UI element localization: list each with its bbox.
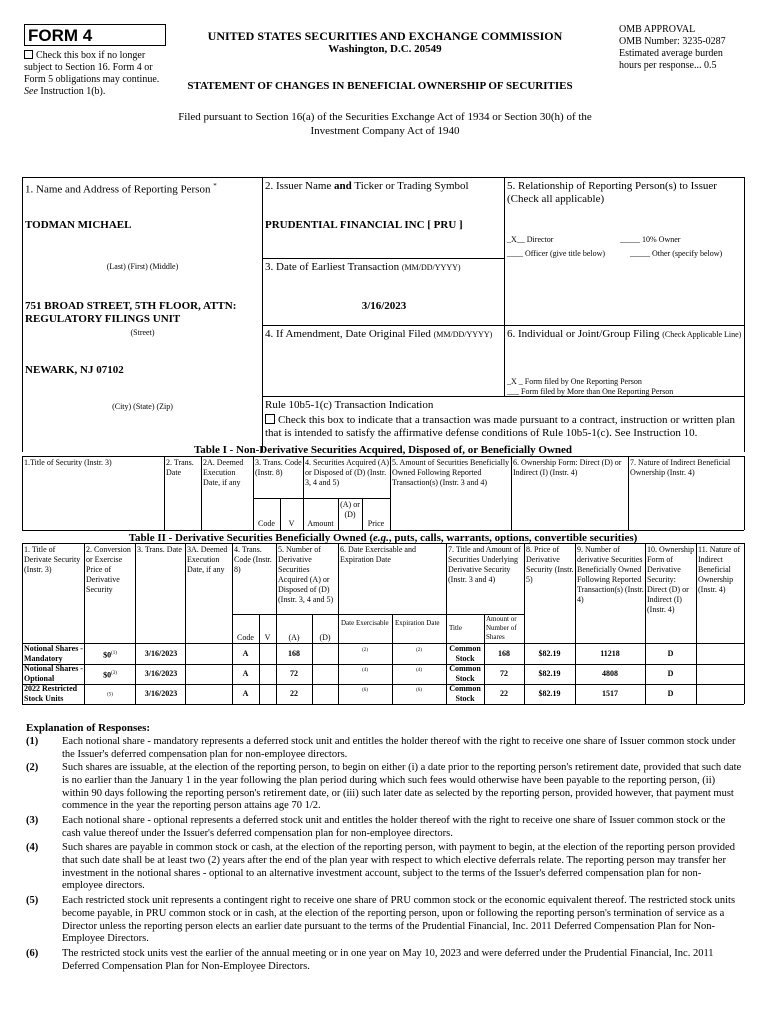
row-shares: 168 <box>498 649 510 658</box>
row-exercisable: (4) <box>362 668 368 673</box>
box5-label: 5. Relationship of Reporting Person(s) to Issuer (Check all applicable) <box>507 180 717 205</box>
table-row <box>0 664 770 684</box>
footnote-number: (1) <box>26 736 39 747</box>
t1-sub-price: Price <box>367 519 385 528</box>
row-expiration: (2) <box>416 648 422 653</box>
t1-col7: 7. Nature of Indirect Beneficial Ownership (Instr. 4) <box>630 458 731 477</box>
t2-title-b: , puts, calls, warrants, options, convertible securities) <box>388 532 638 544</box>
t2-sub-title: Title <box>449 624 462 632</box>
form-title-box <box>24 24 166 46</box>
t2-col4: 4. Trans. Code (Instr. 8) <box>234 545 272 574</box>
footnote-number: (4) <box>26 842 39 853</box>
row-price-note: (1) <box>111 651 117 656</box>
footnote-number: (5) <box>26 895 39 906</box>
t1-col1: 1.Title of Security (Instr. 3) <box>24 458 112 467</box>
filed-line-2: Investment Company Act of 1940 <box>310 125 460 137</box>
t1-col5: 5. Amount of Securities Beneficially Owned Following Reported Transaction(s) (Instr. 3 and 4) <box>392 458 510 487</box>
reporting-person-name: TODMAN MICHAEL <box>25 219 132 231</box>
row-expiration: (6) <box>416 688 422 693</box>
row-amount-a: 22 <box>290 689 298 698</box>
footnote-text: Each notional share - mandatory represents a deferred stock unit and entitles the holder thereof with the right to receive one share of Issuer common stock under the Issuer's deferred compensation plan for non-employee directors. <box>62 736 736 760</box>
t2-col6: 6. Date Exercisable and Expiration Date <box>340 545 416 564</box>
box3-label-format: (MM/DD/YYYY) <box>401 263 461 272</box>
row-owned: 4808 <box>602 669 618 678</box>
t2-col8: 8. Price of Derivative Security (Instr. 5) <box>526 545 574 584</box>
relationship-other[interactable]: _____ Other (specify below) <box>630 249 723 258</box>
row-price <box>86 687 134 701</box>
box1-asterisk: * <box>213 182 217 190</box>
footnote-text: The restricted stock units vest the earlier of the annual meeting or in one year on May 10, 2023 and were deferred under the Prudential Financial, Inc. 2011 Deferred Compensation Plan for Non-Employee Directors. <box>62 948 714 972</box>
t2-col5: 5. Number of Derivative Securities Acquired (A) or Disposed of (D) (Instr. 3, 4 and 5) <box>278 545 334 604</box>
row-expiration: (4) <box>416 668 422 673</box>
box1-label <box>25 180 260 197</box>
checkbox-text: Check this box if no longer subject to Section 16. Form 4 or Form 5 obligations may continue. <box>24 50 160 85</box>
city-caption: (City) (State) (Zip) <box>112 402 173 411</box>
t1-col6: 6. Ownership Form: Direct (D) or Indirect (I) (Instr. 4) <box>513 458 622 477</box>
row-code: A <box>242 649 249 658</box>
box6-label <box>507 328 742 341</box>
row-shares: 72 <box>500 669 508 678</box>
t2-col7: 7. Title and Amount of Securities Underlying Derivative Security (Instr. 3 and 4) <box>448 545 521 584</box>
omb-title: OMB APPROVAL <box>619 24 696 35</box>
box3-label-text: 3. Date of Earliest Transaction <box>265 261 400 273</box>
omb-burden: Estimated average burden <box>619 48 723 59</box>
row-security: Notional Shares - Optional <box>24 664 83 683</box>
box6-label-note: (Check Applicable Line) <box>662 330 742 339</box>
row-price-value: (5) <box>107 692 113 698</box>
relationship-director[interactable]: _X__ Director <box>507 235 554 244</box>
footnote-number: (3) <box>26 815 39 826</box>
rule-10b5-checkbox[interactable] <box>265 414 275 424</box>
omb-number: OMB Number: 3235-0287 <box>619 36 726 47</box>
row-amount-a: 72 <box>290 669 298 678</box>
reporting-person-street: 751 BROAD STREET, 5TH FLOOR, ATTN: REGULATORY FILINGS UNIT <box>25 300 237 325</box>
agency-name: UNITED STATES SECURITIES AND EXCHANGE COMMISSION <box>207 29 563 43</box>
rule-text: Check this box to indicate that a transaction was made pursuant to a contract, instruction or written plan that is intended to satisfy the affirmative defense conditions of Rule 10b5-1(c). See Instruction 10. <box>265 414 735 439</box>
row-shares: 22 <box>500 689 508 698</box>
row-title: Common Stock <box>449 684 481 703</box>
row-code: A <box>242 669 249 678</box>
footnote-number: (2) <box>26 762 39 773</box>
row-exercisable: (2) <box>362 648 368 653</box>
t2-col3: 3. Trans. Date <box>137 545 182 554</box>
form-title: FORM 4 <box>28 26 93 45</box>
t2-col9: 9. Number of derivative Securities Beneficially Owned Following Reported Transaction(s) (Instr. 4) <box>577 545 644 604</box>
row-security: Notional Shares - Mandatory <box>24 644 83 663</box>
t2-col11: 11. Nature of Indirect Beneficial Ownership (Instr. 4) <box>698 545 741 594</box>
no-longer-subject-note <box>24 50 164 98</box>
earliest-transaction-date: 3/16/2023 <box>361 300 407 312</box>
row-code: A <box>242 689 249 698</box>
row-price-value: $0 <box>103 650 112 660</box>
rule-text-block <box>265 414 743 440</box>
filing-more-persons[interactable]: ___ Form filed by More than One Reporting Person <box>507 387 674 396</box>
t2-col2: 2. Conversion or Exercise Price of Derivative Security <box>86 545 131 594</box>
box2-label-b: Ticker or Trading Symbol <box>354 180 469 192</box>
box3-label <box>265 261 503 274</box>
row-date: 3/16/2023 <box>144 689 178 698</box>
filing-one-person[interactable]: _X _ Form filed by One Reporting Person <box>507 377 642 386</box>
box2-label <box>265 180 503 193</box>
issuer-name: PRUDENTIAL FINANCIAL INC [ PRU ] <box>265 219 463 231</box>
statement-title: STATEMENT OF CHANGES IN BENEFICIAL OWNERSHIP OF SECURITIES <box>187 80 573 92</box>
t1-col2: 2. Trans. Date <box>166 458 194 477</box>
agency-location: Washington, D.C. 20549 <box>328 43 442 55</box>
no-longer-subject-checkbox[interactable] <box>24 50 33 59</box>
footnote-text: Such shares are payable in common stock or cash, at the election of the reporting person, with payment to begin, at the election of the reporting person provided that such date shall be at least two (2) years after the end of the plan year with respect to which elective deferrals relate. The reporting person may transfer her investment in the notional shares - optional to an alternative investment account, subject to the terms of the Issuer's deferred compensation plan for non-employee directors. <box>62 842 735 892</box>
t2-col1: 1. Title of Derivate Security (Instr. 3) <box>24 545 81 574</box>
explanation-title: Explanation of Responses: <box>26 722 151 734</box>
table1-title: Table I - Non-Derivative Securities Acquired, Disposed of, or Beneficially Owned <box>193 444 573 456</box>
row-exercisable: (6) <box>362 688 368 693</box>
row-owned: 1517 <box>602 689 618 698</box>
row-amount-a: 168 <box>288 649 300 658</box>
t2-sub-v: V <box>264 633 271 642</box>
box4-label-text: 4. If Amendment, Date Original Filed <box>265 328 431 340</box>
box2-label-a: 2. Issuer Name <box>265 180 332 192</box>
reporting-person-city: NEWARK, NJ 07102 <box>25 364 124 376</box>
box2-label-and: and <box>334 180 352 192</box>
footnote-text: Such shares are issuable, at the election of the reporting person, to begin on either (i) a date prior to the reporting person's retirement date, provided that such date is no earlier than the January 1 in the year following the plan period during which such fees would otherwise have been payable to the reporting person, (ii) within 90 days following the reporting person's retirement date, or (iii) such later date as selected by the reporting person, provided however, that payment must commence in the year the reporting person attains age 70 1/2. <box>62 762 742 812</box>
rule-title: Rule 10b5-1(c) Transaction Indication <box>265 399 434 411</box>
footnote-number: (6) <box>26 948 39 959</box>
row-owned: 11218 <box>600 649 620 658</box>
t1-col2a: 2A. Deemed Execution Date, if any <box>203 458 244 487</box>
t2-sub-exercisable: Date Exercisable <box>341 619 389 627</box>
row-price <box>86 669 134 681</box>
row-price-note: (3) <box>111 671 117 676</box>
t2-sub-code: Code <box>237 633 254 642</box>
t1-sub-v: V <box>288 519 295 528</box>
row-deriv-price: $82.19 <box>538 689 561 698</box>
row-form: D <box>667 649 674 658</box>
table-row <box>0 684 770 704</box>
t1-sub-code: Code <box>258 519 275 528</box>
t2-sub-a: (A) <box>288 633 300 642</box>
t1-col4: 4. Securities Acquired (A) or Disposed of (D) (Instr. 3, 4 and 5) <box>305 458 389 487</box>
row-form: D <box>667 669 674 678</box>
t1-sub-aord: (A) or (D) <box>340 500 360 519</box>
name-caption: (Last) (First) (Middle) <box>106 262 179 271</box>
table-row <box>0 643 770 664</box>
footnote-text: Each notional share - optional represents a deferred stock unit and entitles the holder thereof with the right to receive one share of Issuer common stock or the cash value thereof under the Issuer's deferred compensation plan for non-employee directors. <box>62 815 726 839</box>
row-date: 3/16/2023 <box>144 669 178 678</box>
row-title: Common Stock <box>449 644 481 663</box>
see-text: See <box>24 86 38 97</box>
row-price-value: $0 <box>103 670 112 680</box>
box6-label-text: 6. Individual or Joint/Group Filing <box>507 328 660 340</box>
row-price <box>86 649 134 661</box>
relationship-officer[interactable]: ____ Officer (give title below) <box>507 249 606 258</box>
t2-sub-expiration: Expiration Date <box>395 619 440 627</box>
box4-label <box>265 328 505 341</box>
omb-hours: hours per response... 0.5 <box>619 60 717 71</box>
omb-approval <box>619 24 759 72</box>
t2-sub-d: (D) <box>319 633 331 642</box>
relationship-ten-pct[interactable]: _____ 10% Owner <box>620 235 681 244</box>
t2-title-a: Table II - Derivative Securities Beneficially Owned ( <box>128 532 374 544</box>
row-title: Common Stock <box>449 664 481 683</box>
t1-col3: 3. Trans. Code (Instr. 8) <box>255 458 302 477</box>
filed-line-1: Filed pursuant to Section 16(a) of the Securities Exchange Act of 1934 or Section 30(h) of the <box>178 111 592 123</box>
t2-title-eg: e.g. <box>373 532 389 544</box>
row-date: 3/16/2023 <box>144 649 178 658</box>
box4-label-format: (MM/DD/YYYY) <box>433 330 493 339</box>
box1-label-text: 1. Name and Address of Reporting Person <box>25 183 211 196</box>
footnote-text: Each restricted stock unit represents a contingent right to receive one share of PRU common stock or the economic equivalent thereof. The restricted stock units become payable, in PRU common stock or in cash, at the election of the reporting person, upon or following the reporting person's termination of service as a Director unless the reporting person elects an earlier date pursuant to the terms of the Prudential Financial, Inc. 2011 Deferred Compensation Plan for Non-Employee Directors. <box>62 895 736 945</box>
t2-sub-amount: Amount or Number of Shares <box>486 615 517 641</box>
row-deriv-price: $82.19 <box>538 669 561 678</box>
row-deriv-price: $82.19 <box>538 649 561 658</box>
t2-col3a: 3A. Deemed Execution Date, if any <box>187 545 228 574</box>
row-security: 2022 Restricted Stock Units <box>24 684 78 703</box>
instruction-ref: Instruction 1(b). <box>40 86 106 97</box>
street-caption: (Street) <box>130 328 155 337</box>
t2-col10: 10. Ownership Form of Derivative Security: Direct (D) or Indirect (I) (Instr. 4) <box>647 545 695 614</box>
t1-sub-amount: Amount <box>307 519 334 528</box>
row-form: D <box>667 689 674 698</box>
